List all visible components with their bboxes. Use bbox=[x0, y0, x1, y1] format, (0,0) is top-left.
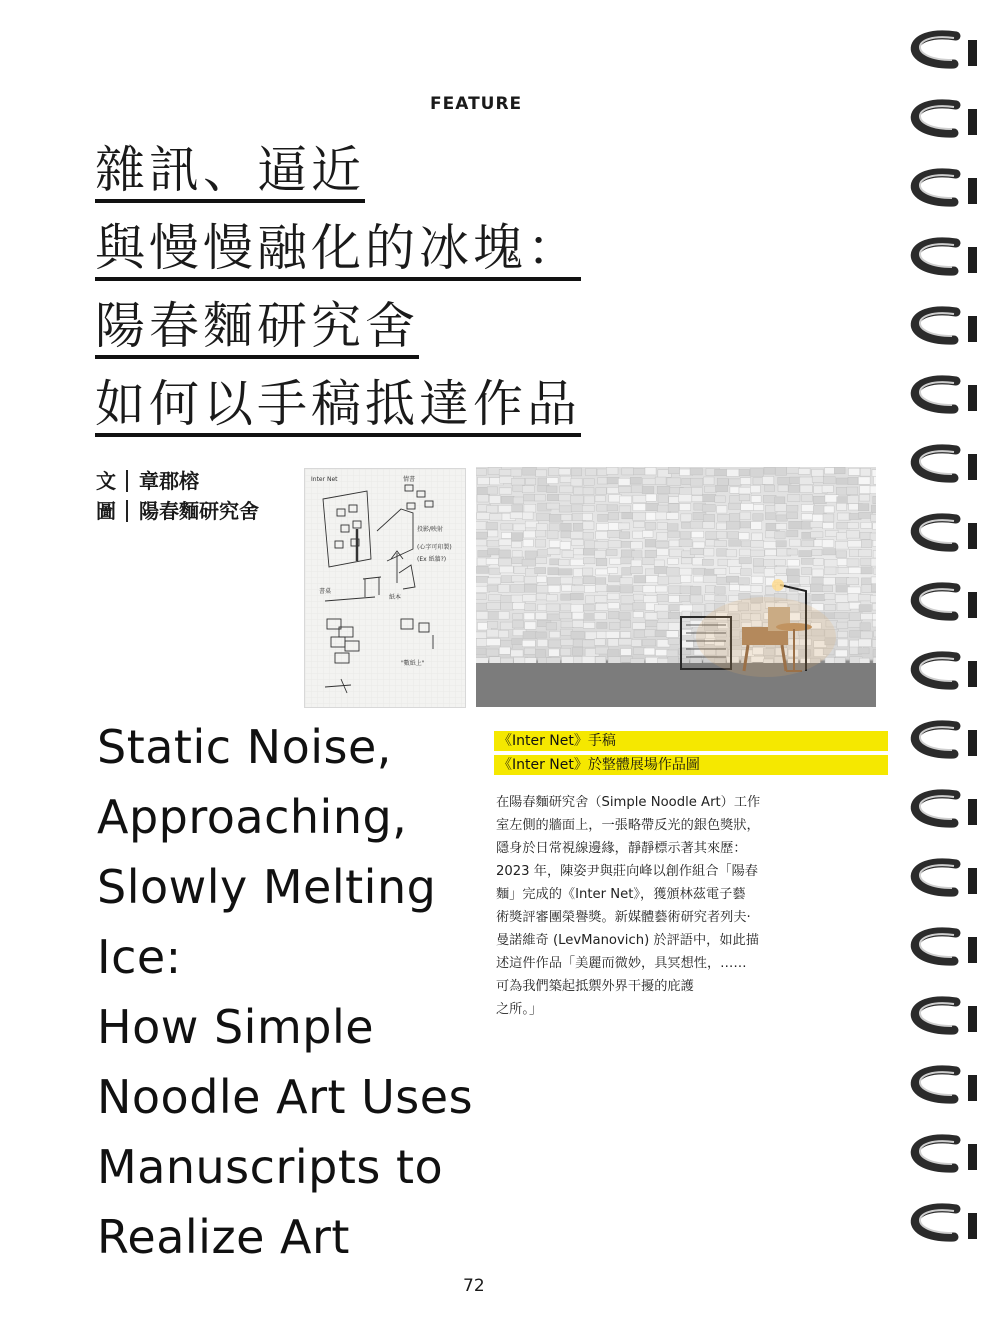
sketch-note: 書桌 bbox=[319, 588, 332, 595]
manuscript-sketch-drawing bbox=[305, 469, 465, 707]
body-line: 2023 年，陳姿尹與莊向峰以創作組合「陽春 bbox=[496, 864, 758, 879]
body-line: 之所。」 bbox=[496, 1002, 543, 1017]
binding-hole bbox=[968, 178, 977, 204]
binding-hole bbox=[968, 247, 977, 273]
chinese-title bbox=[95, 142, 581, 454]
manuscript-sketch-image bbox=[304, 468, 466, 708]
credit-divider bbox=[126, 470, 128, 492]
english-title-line: Noodle Art Uses bbox=[97, 1070, 474, 1124]
credit-divider bbox=[126, 500, 128, 522]
binding-hole bbox=[968, 730, 977, 756]
binding-hole bbox=[968, 109, 977, 135]
caption-installation: 《Inter Net》於整體展場作品圖 bbox=[494, 755, 888, 775]
english-title bbox=[97, 712, 473, 1272]
english-title-line: How Simple bbox=[97, 1000, 375, 1054]
body-line: 在陽春麵研究舍（Simple Noodle Art）工作 bbox=[496, 795, 761, 810]
binding-hole bbox=[968, 1006, 977, 1032]
article-body bbox=[496, 791, 796, 1021]
binding-hole bbox=[968, 661, 977, 687]
binding-hole bbox=[968, 868, 977, 894]
body-line: 述這件作品「美麗而微妙，具冥想性，…… bbox=[496, 956, 747, 971]
installation-floor bbox=[476, 663, 876, 707]
credit-role: 文 bbox=[96, 469, 116, 493]
binding-hole bbox=[968, 454, 977, 480]
body-line: 可為我們築起抵禦外界干擾的庇護 bbox=[496, 979, 694, 994]
credits bbox=[96, 466, 259, 526]
english-title-line: Slowly Melting bbox=[97, 860, 437, 914]
chinese-title-line: 雜訊、逼近 bbox=[95, 142, 365, 203]
binding-hole bbox=[968, 316, 977, 342]
sketch-note: 情書 bbox=[403, 476, 416, 483]
binding-hole bbox=[968, 385, 977, 411]
body-line: 麵」完成的《Inter Net》，獲頒林茲電子藝 bbox=[496, 887, 746, 902]
binding-hole bbox=[968, 592, 977, 618]
credit-role: 圖 bbox=[96, 499, 116, 523]
sketch-note: 紙本 bbox=[389, 594, 402, 601]
sketch-note: (心字可印製) bbox=[417, 544, 452, 551]
credit-name: 陽春麵研究舍 bbox=[139, 499, 259, 523]
section-label: FEATURE bbox=[430, 94, 523, 114]
body-line: 隱身於日常視線邊緣，靜靜標示著其來歷： bbox=[496, 841, 747, 856]
body-line: 室左側的牆面上，一張略帶反光的銀色獎狀， bbox=[496, 818, 760, 833]
english-title-line: Ice: bbox=[97, 930, 182, 984]
credit-images bbox=[96, 496, 259, 526]
english-title-line: Approaching, bbox=[97, 790, 408, 844]
image-captions bbox=[494, 731, 888, 779]
installation-photo-drawing bbox=[476, 467, 876, 707]
english-title-line: Manuscripts to bbox=[97, 1140, 444, 1194]
binding-hole bbox=[968, 40, 977, 66]
sketch-note: "數紙上" bbox=[401, 660, 425, 667]
binding-hole bbox=[968, 799, 977, 825]
sketch-note: Inter Net bbox=[311, 476, 338, 483]
body-line: 曼諾維奇 (LevManovich) 於評語中，如此描 bbox=[496, 933, 759, 948]
spiral-binding bbox=[896, 0, 992, 1324]
chinese-title-line: 與慢慢融化的冰塊： bbox=[95, 220, 581, 281]
credit-author bbox=[96, 466, 259, 496]
binding-hole bbox=[968, 523, 977, 549]
installation-photo bbox=[476, 467, 876, 707]
sketch-note: (Ex 紙牆?) bbox=[417, 556, 447, 563]
binding-hole bbox=[968, 1213, 977, 1239]
body-line: 術獎評審團榮譽獎。新媒體藝術研究者列夫· bbox=[496, 910, 751, 925]
binding-hole bbox=[968, 1144, 977, 1170]
chinese-title-line: 如何以手稿抵達作品 bbox=[95, 376, 581, 437]
caption-manuscript: 《Inter Net》手稿 bbox=[494, 731, 888, 751]
chinese-title-line: 陽春麵研究舍 bbox=[95, 298, 419, 359]
spiral-binding-rings bbox=[896, 0, 992, 1324]
english-title-line: Static Noise, bbox=[97, 720, 392, 774]
page-number: 72 bbox=[463, 1276, 485, 1296]
credit-name: 章郡榕 bbox=[139, 469, 199, 493]
sketch-note: 投影/映射 bbox=[417, 526, 444, 533]
binding-hole bbox=[968, 1075, 977, 1101]
binding-hole bbox=[968, 937, 977, 963]
english-title-line: Realize Art bbox=[97, 1210, 350, 1264]
